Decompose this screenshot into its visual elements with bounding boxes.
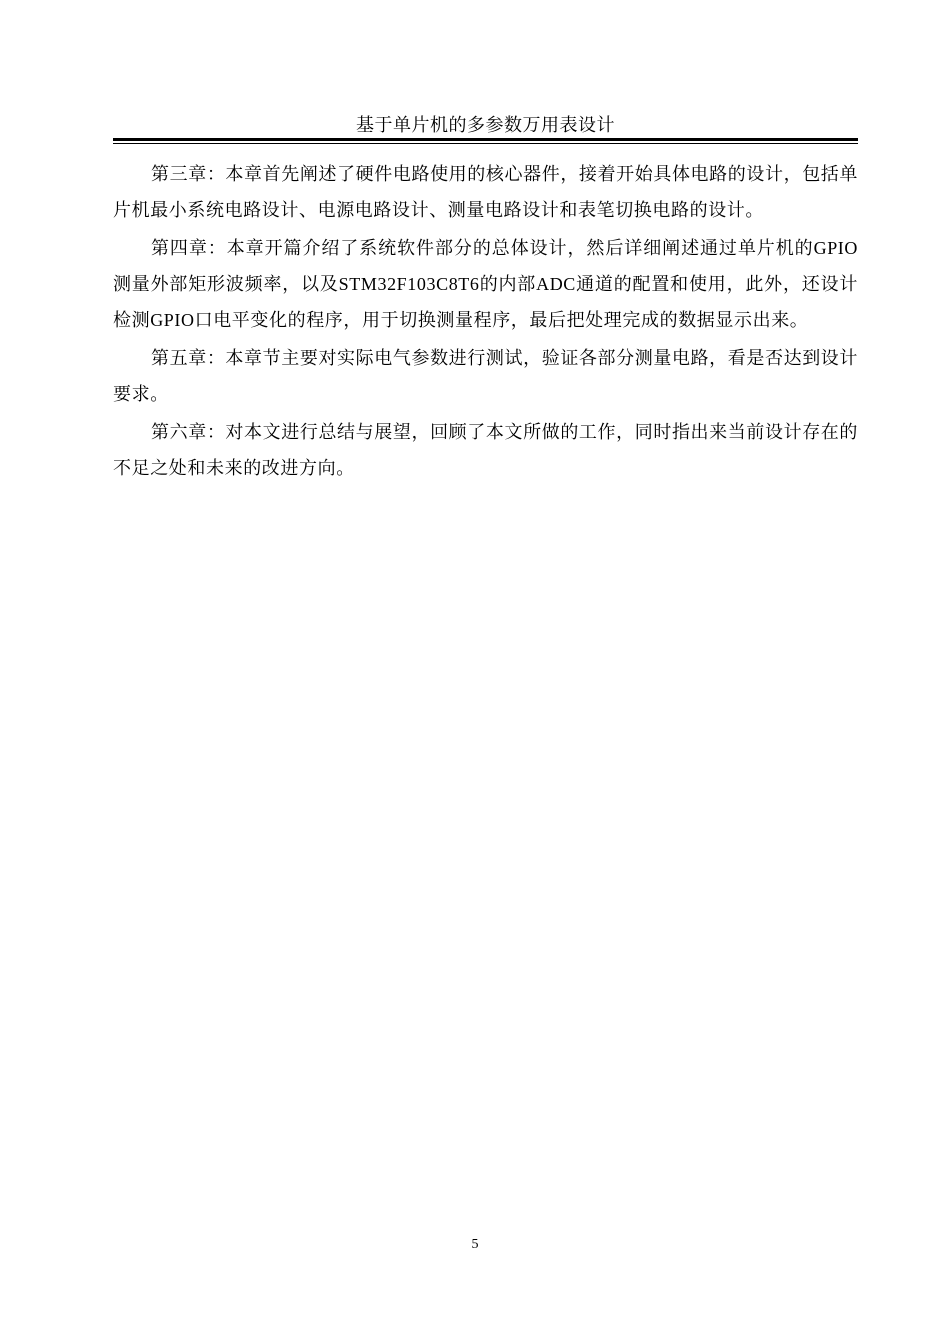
paragraph-chapter-3: 第三章：本章首先阐述了硬件电路使用的核心器件，接着开始具体电路的设计，包括单片机最小系统电路设计、电源电路设计、测量电路设计和表笔切换电路的设计。 [113, 164, 858, 220]
paragraph-chapter-4: 第四章：本章开篇介绍了系统软件部分的总体设计，然后详细阐述通过单片机的GPIO测量外部矩形波频率，以及STM32F103C8T6的内部ADC通道的配置和使用，此外，还设计检测GPIO口电平变化的程序，用于切换测量程序，最后把处理完成的数据显示出来。 [113, 238, 858, 330]
paragraph-chapter-5: 第五章：本章节主要对实际电气参数进行测试，验证各部分测量电路，看是否达到设计要求。 [113, 348, 858, 404]
header-rule-thin [113, 143, 858, 144]
page-number: 5 [471, 1237, 479, 1252]
body-text [113, 156, 858, 488]
running-header-title: 基于单片机的多参数万用表设计 [356, 115, 615, 135]
header-rule-thick [113, 138, 858, 141]
paragraph-chapter-6: 第六章：对本文进行总结与展望，回顾了本文所做的工作，同时指出来当前设计存在的不足之处和未来的改进方向。 [113, 422, 858, 478]
